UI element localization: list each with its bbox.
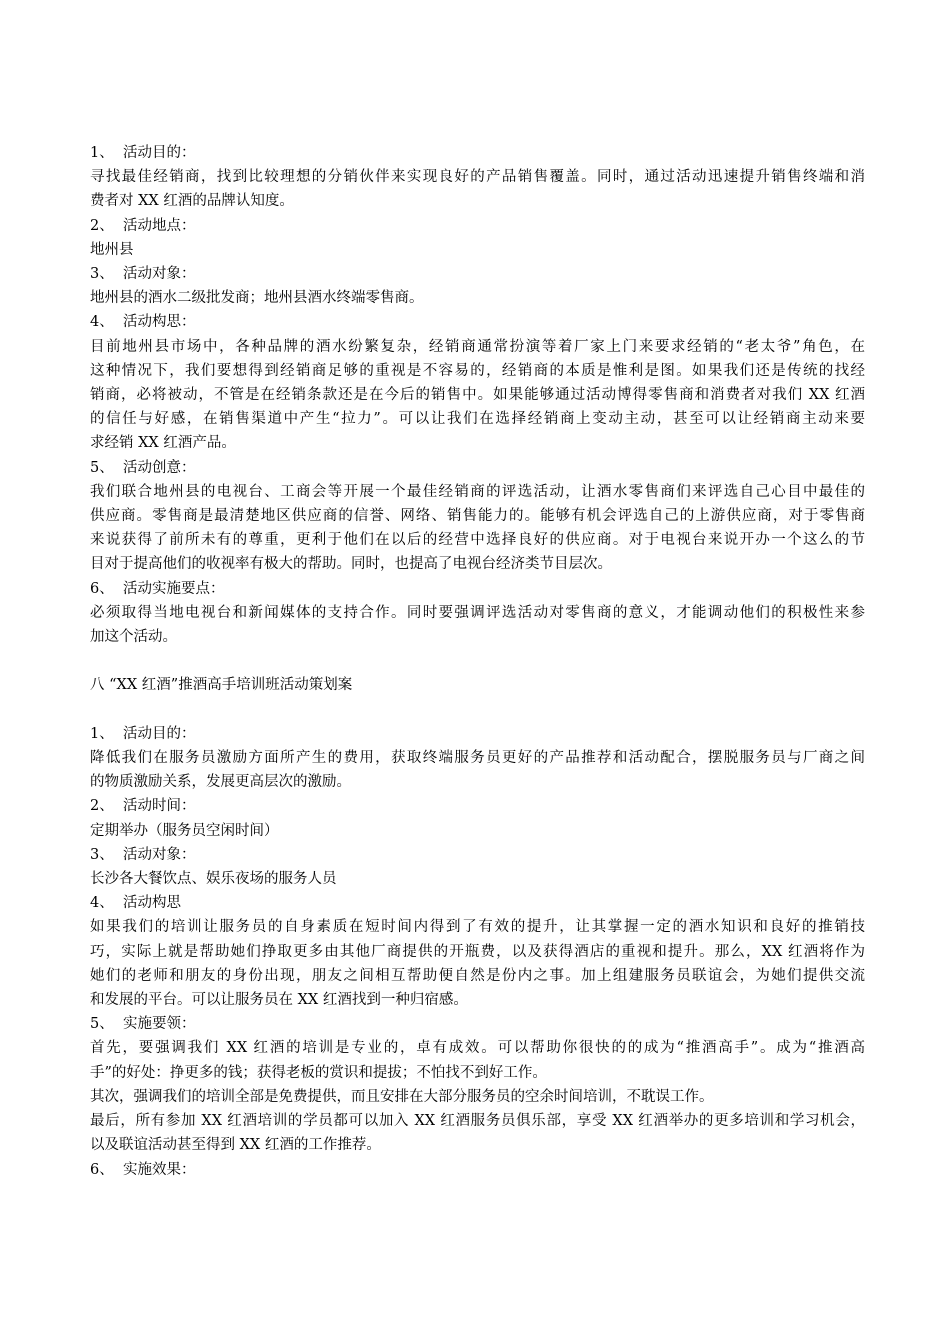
paragraph-line: 我们联合地州县的电视台、工商会等开展一个最佳经销商的评选活动，让酒水零售商们来评选自己心目中最佳的: [90, 483, 865, 500]
paragraph-line: 地州县的酒水二级批发商；地州县酒水终端零售商。: [90, 290, 424, 307]
paragraph-line: 目对于提高他们的收视率有极大的帮助。同时，也提高了电视台经济类节目层次。: [90, 556, 612, 573]
paragraph-line: 其次，强调我们的培训全部是免费提供，而且安排在大部分服务员的空余时间培训，不耽误工作。: [90, 1088, 714, 1105]
paragraph-line: 和发展的平台。可以让服务员在 XX 红酒找到一种归宿感。: [90, 992, 468, 1009]
paragraph-line: 她们的老师和朋友的身份出现，朋友之间相互帮助便自然是份内之事。加上组建服务员联谊会，为她们提供交流: [90, 967, 865, 984]
paragraph-line: 销商，必将被动，不管是在经销条款还是在今后的销售中。如果能够通过活动博得零售商和消费者对我们 XX 红酒: [90, 387, 865, 404]
section2-heading-1: 1、 活动目的：: [90, 725, 196, 742]
section2-heading-3: 3、 活动对象：: [90, 846, 196, 863]
paragraph-line: 如果我们的培训让服务员的自身素质在短时间内得到了有效的提升，让其掌握一定的酒水知识和良好的推销技: [90, 919, 865, 936]
paragraph-line: 目前地州县市场中，各种品牌的酒水纷繁复杂，经销商通常扮演等着厂家上门来要求经销的“老太爷”角色，在: [90, 338, 865, 355]
paragraph-line: 加这个活动。: [90, 629, 177, 646]
paragraph-line: 降低我们在服务员激励方面所产生的费用，获取终端服务员更好的产品推荐和活动配合，摆脱服务员与厂商之间: [90, 750, 865, 767]
paragraph-line: 以及联谊活动甚至得到 XX 红酒的工作推荐。: [90, 1137, 381, 1154]
section1-heading-3: 3、 活动对象：: [90, 266, 196, 283]
paragraph-line: 这种情况下，我们要想得到经销商足够的重视是不容易的，经销商的本质是惟利是图。如果我们还是传统的找经: [90, 362, 865, 379]
blank-line: [90, 698, 865, 722]
paragraph-line: 寻找最佳经销商，找到比较理想的分销伙伴来实现良好的产品销售覆盖。同时，通过活动迅速提升销售终端和消: [90, 169, 865, 186]
paragraph-line: 地州县: [90, 241, 134, 258]
section1-heading-4: 4、 活动构思：: [90, 314, 196, 331]
paragraph-line: 费者对 XX 红酒的品牌认知度。: [90, 193, 294, 210]
paragraph-line: 最后，所有参加 XX 红酒培训的学员都可以加入 XX 红酒服务员俱乐部，享受 XX 红酒举办的更多培训和学习机会，: [90, 1113, 865, 1130]
paragraph-line: 必须取得当地电视台和新闻媒体的支持合作。同时要强调评选活动对零售商的意义，才能调动他们的积极性来参: [90, 604, 865, 621]
section2-heading-2: 2、 活动时间：: [90, 798, 196, 815]
section2-heading-6: 6、 实施效果：: [90, 1161, 196, 1178]
section1-heading-6: 6、 活动实施要点：: [90, 580, 225, 597]
paragraph-line: 的信任与好感，在销售渠道中产生“拉力”。可以让我们在选择经销商上变动主动，甚至可以让经销商主动来要: [90, 411, 865, 428]
paragraph-line: 手”的好处：挣更多的钱；获得老板的赏识和提拔；不怕找不到好工作。: [90, 1064, 547, 1081]
document-page: [90, 141, 865, 1182]
section2-heading-5: 5、 实施要领：: [90, 1016, 196, 1033]
paragraph-line: 首先，要强调我们 XX 红酒的培训是专业的，卓有成效。可以帮助你很快的的成为“推酒高手”。成为“推酒高: [90, 1040, 865, 1057]
paragraph-line: 的物质激励关系，发展更高层次的激励。: [90, 774, 351, 791]
paragraph-line: 定期举办（服务员空闲时间）: [90, 822, 279, 839]
section1-heading-5: 5、 活动创意：: [90, 459, 196, 476]
section1-heading-1: 1、 活动目的：: [90, 145, 196, 161]
section1-heading-2: 2、 活动地点：: [90, 217, 196, 234]
paragraph-line: 求经销 XX 红酒产品。: [90, 435, 236, 452]
paragraph-line: 巧，实际上就是帮助她们挣取更多由其他厂商提供的开瓶费，以及获得酒店的重视和提升。那么，XX 红酒将作为: [90, 943, 865, 960]
section2-heading-4: 4、 活动构思: [90, 895, 181, 912]
paragraph-line: 长沙各大餐饮点、娱乐夜场的服务人员: [90, 871, 337, 888]
section-title: 八 “XX 红酒”推酒高手培训班活动策划案: [90, 677, 353, 694]
blank-line: [90, 649, 865, 673]
paragraph-line: 来说获得了前所未有的尊重，更利于他们在以后的经营中选择良好的供应商。对于电视台来说开办一个这么的节: [90, 532, 865, 549]
paragraph-line: 供应商。零售商是最清楚地区供应商的信誉、网络、销售能力的。能够有机会评选自己的上游供应商，对于零售商: [90, 508, 865, 525]
